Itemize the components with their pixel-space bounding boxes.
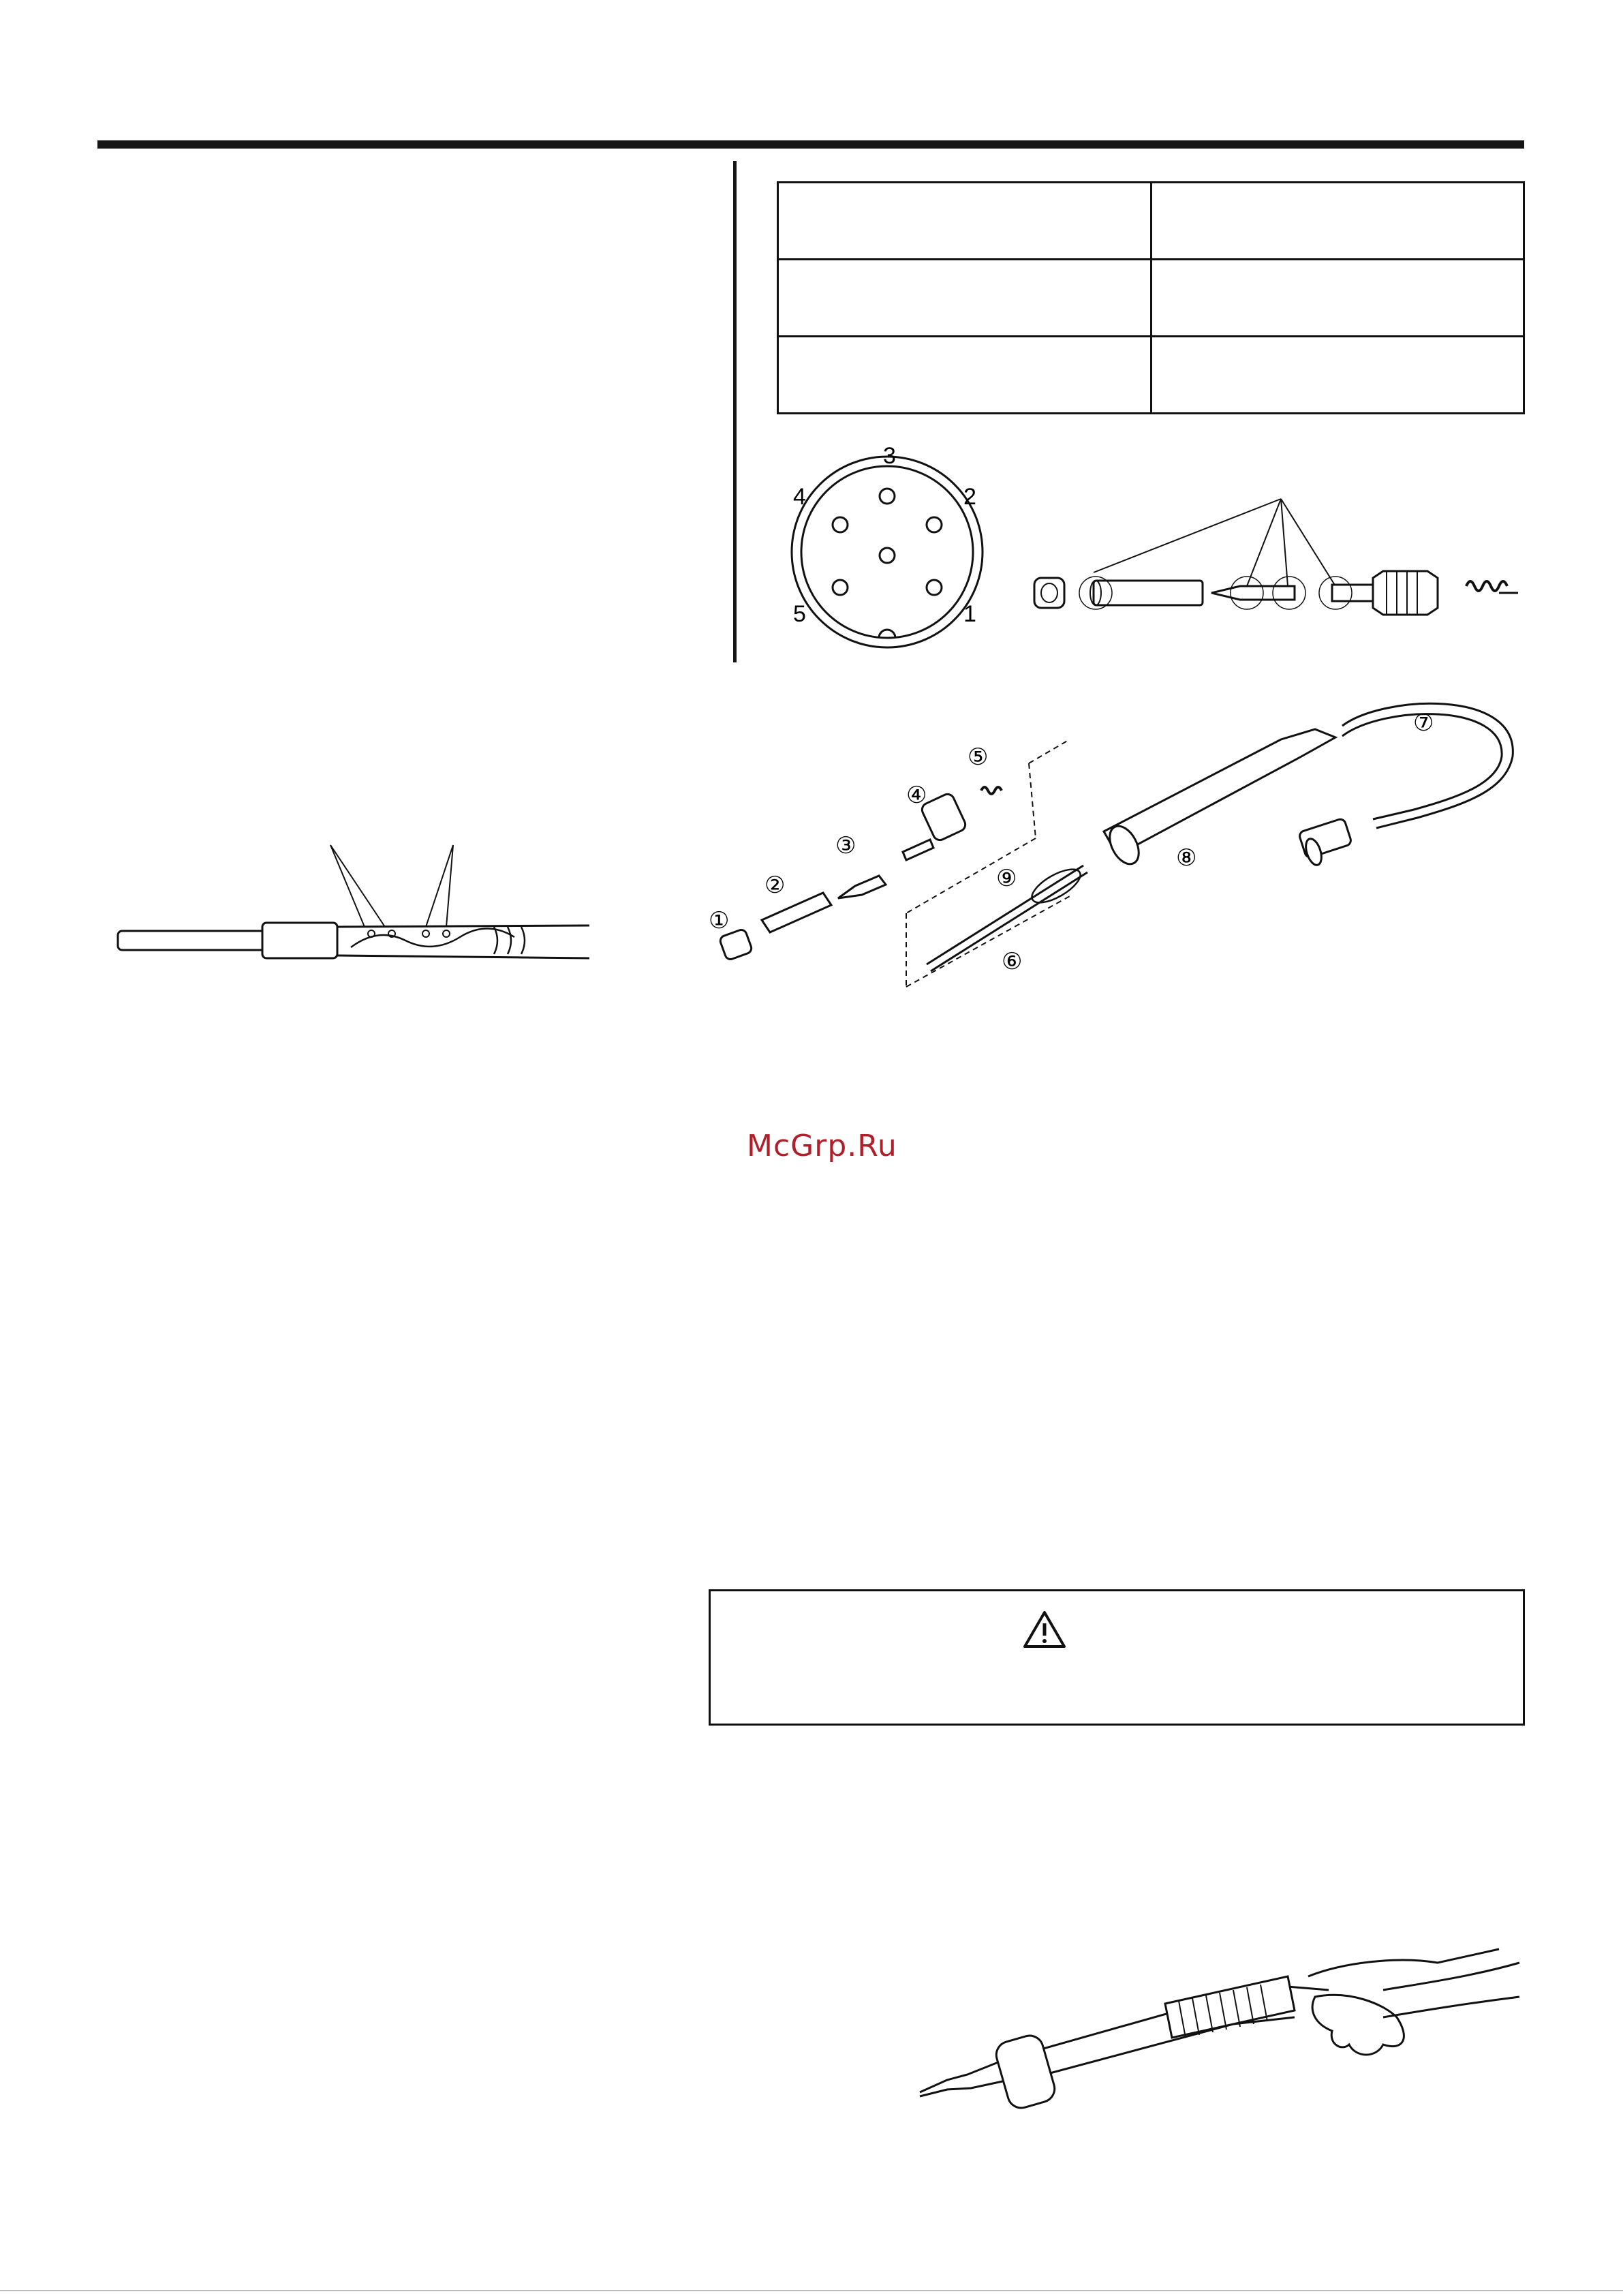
pin-label-3: 3 xyxy=(883,443,896,469)
caution-box xyxy=(709,1589,1525,1726)
callout-2: ② xyxy=(764,872,786,898)
callout-7: ⑦ xyxy=(1413,710,1434,736)
column-divider xyxy=(733,161,737,662)
table-row xyxy=(778,337,1524,414)
heater-element-diagram xyxy=(112,838,617,975)
callout-5: ⑤ xyxy=(968,744,989,770)
callout-1: ① xyxy=(709,908,730,934)
table-cell xyxy=(1151,183,1524,260)
pin-label-5: 5 xyxy=(793,601,806,627)
exploded-view-diagram xyxy=(702,682,1533,1002)
table-cell xyxy=(778,337,1151,414)
table-cell xyxy=(1151,260,1524,337)
watermark: McGrp.Ru xyxy=(747,1129,897,1163)
warning-triangle-icon xyxy=(1022,1610,1067,1649)
connector-pin-diagram xyxy=(784,436,1008,654)
table-cell xyxy=(778,183,1151,260)
pin-label-4: 4 xyxy=(793,484,806,510)
pin-label-1: 1 xyxy=(963,601,976,627)
pin-label-2: 2 xyxy=(963,484,976,510)
table-row xyxy=(778,260,1524,337)
tip-parts-diagram xyxy=(1022,491,1526,627)
callout-9: ⑨ xyxy=(996,866,1017,891)
callout-4: ④ xyxy=(906,782,927,808)
callout-8: ⑧ xyxy=(1176,845,1197,871)
table-row xyxy=(778,183,1524,260)
callout-6: ⑥ xyxy=(1002,949,1023,975)
spec-table xyxy=(777,181,1525,414)
table-cell xyxy=(778,260,1151,337)
callout-3: ③ xyxy=(835,833,856,859)
footer-rule xyxy=(0,2290,1623,2291)
table-cell xyxy=(1151,337,1524,414)
hand-holding-iron-illustration xyxy=(906,1935,1533,2113)
header-rule xyxy=(97,140,1524,149)
